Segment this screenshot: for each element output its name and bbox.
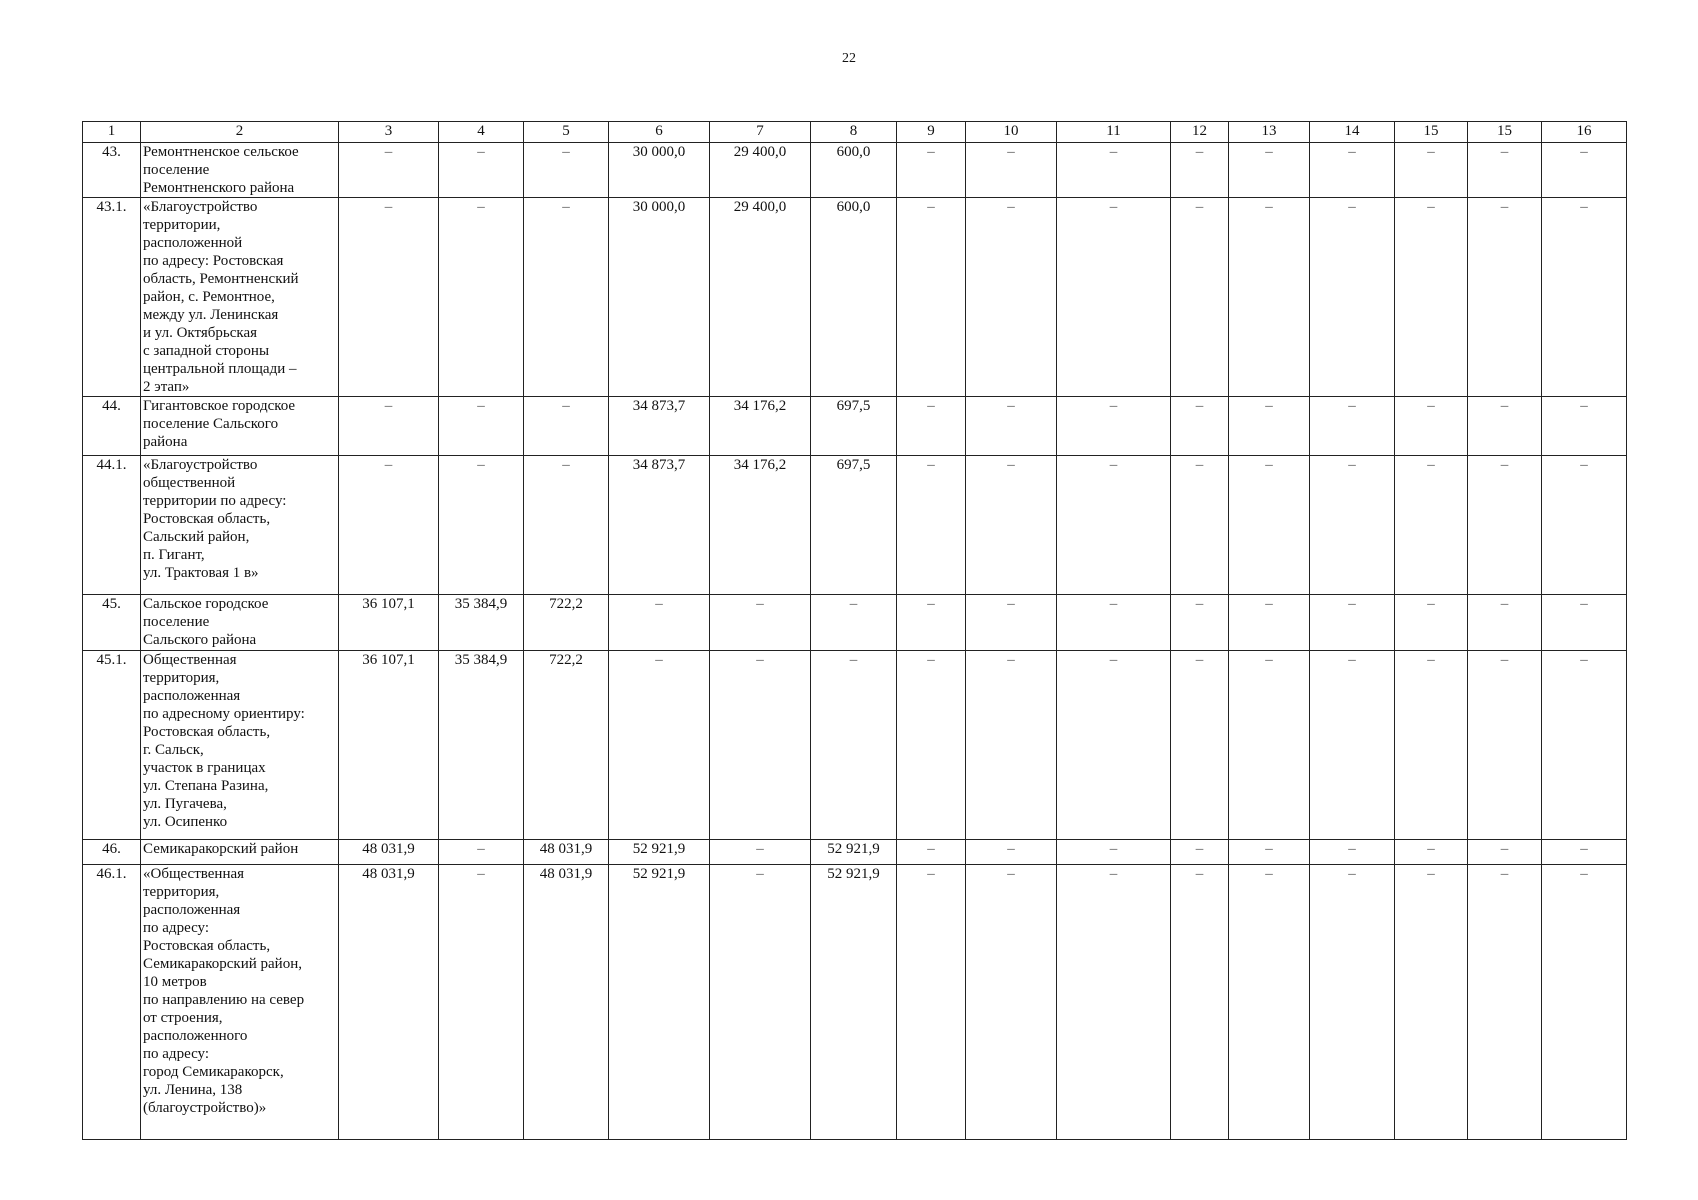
value-cell-col-6: 30 000,0 [609,143,710,198]
table-row [83,456,1627,595]
value-cell-col-16: – [1468,143,1542,198]
value-cell-col-16: – [1468,456,1542,595]
value-cell-col-14: – [1310,198,1395,397]
row-name-line: участок в границах [143,760,266,776]
row-number: 44.1. [83,456,141,595]
header-cell-13: 13 [1229,122,1310,143]
value-cell-col-17: – [1542,840,1627,865]
value-cell-col-5: 722,2 [524,651,609,840]
row-name [141,840,339,865]
value-cell-col-15: – [1395,840,1468,865]
header-cell-14: 14 [1310,122,1395,143]
value-cell-col-4: – [439,456,524,595]
value-cell-col-5: – [524,143,609,198]
value-cell-col-8: – [811,595,897,651]
row-name-line: «Общественная [143,866,245,882]
header-cell-1: 1 [83,122,141,143]
row-number: 45. [83,595,141,651]
row-name [141,595,339,651]
value-cell-col-17: – [1542,595,1627,651]
value-cell-col-3: – [339,397,439,456]
value-cell-col-9: – [897,865,966,1140]
value-cell-col-12: – [1171,143,1229,198]
value-cell-col-14: – [1310,143,1395,198]
value-cell-col-6: 52 921,9 [609,865,710,1140]
value-cell-col-6: 52 921,9 [609,840,710,865]
value-cell-col-14: – [1310,865,1395,1140]
value-cell-col-3: 48 031,9 [339,865,439,1140]
row-name-line: Ремонтненское сельское [143,144,299,160]
row-name-line: расположенного [143,1028,248,1044]
value-cell-col-6: 34 873,7 [609,397,710,456]
value-cell-col-6: – [609,651,710,840]
row-name-line: территория, [143,884,220,900]
value-cell-col-17: – [1542,456,1627,595]
value-cell-col-14: – [1310,456,1395,595]
value-cell-col-10: – [966,397,1057,456]
value-cell-col-16: – [1468,595,1542,651]
value-cell-col-3: – [339,198,439,397]
value-cell-col-8: 52 921,9 [811,840,897,865]
row-name-line: территория, [143,670,220,686]
value-cell-col-11: – [1057,840,1171,865]
row-name-line: область, Ремонтненский [143,271,299,287]
value-cell-col-9: – [897,651,966,840]
row-name-line: Ростовская область, [143,724,271,740]
value-cell-col-3: 36 107,1 [339,651,439,840]
row-name-line: «Благоустройство [143,457,258,473]
row-name-line: и ул. Октябрьская [143,325,258,341]
row-name-line: поселение Сальского [143,416,279,432]
value-cell-col-13: – [1229,865,1310,1140]
value-cell-col-7: – [710,595,811,651]
row-name-line: ул. Пугачева, [143,796,227,812]
table-row [83,595,1627,651]
row-name-line: территории, [143,217,221,233]
row-name-line: района [143,434,188,450]
value-cell-col-11: – [1057,865,1171,1140]
value-cell-col-15: – [1395,456,1468,595]
value-cell-col-10: – [966,456,1057,595]
row-name-line: поселение [143,614,210,630]
header-cell-9: 9 [897,122,966,143]
header-cell-5: 5 [524,122,609,143]
row-name-line: Общественная [143,652,237,668]
value-cell-col-13: – [1229,651,1310,840]
value-cell-col-4: – [439,198,524,397]
page-number: 22 [842,51,856,66]
row-name-line: 2 этап» [143,379,190,395]
value-cell-col-4: 35 384,9 [439,651,524,840]
row-name-line: по адресу: Ростовская [143,253,284,269]
value-cell-col-7: – [710,651,811,840]
value-cell-col-15: – [1395,397,1468,456]
row-name-line: расположенной [143,235,243,251]
value-cell-col-17: – [1542,651,1627,840]
value-cell-col-11: – [1057,143,1171,198]
value-cell-col-4: – [439,143,524,198]
header-cell-2: 2 [141,122,339,143]
row-name-line: территории по адресу: [143,493,287,509]
value-cell-col-12: – [1171,595,1229,651]
value-cell-col-10: – [966,865,1057,1140]
row-name-line: г. Сальск, [143,742,204,758]
value-cell-col-15: – [1395,143,1468,198]
value-cell-col-12: – [1171,840,1229,865]
value-cell-col-4: – [439,840,524,865]
value-cell-col-4: – [439,397,524,456]
value-cell-col-5: – [524,198,609,397]
value-cell-col-7: 34 176,2 [710,397,811,456]
value-cell-col-13: – [1229,198,1310,397]
row-name-line: город Семикаракорск, [143,1064,284,1080]
header-cell-17: 16 [1542,122,1627,143]
value-cell-col-6: – [609,595,710,651]
row-name-line: Семикаракорский район, [143,956,302,972]
value-cell-col-17: – [1542,143,1627,198]
table-row [83,198,1627,397]
value-cell-col-13: – [1229,397,1310,456]
value-cell-col-8: 697,5 [811,456,897,595]
row-name-line: с западной стороны [143,343,270,359]
value-cell-col-6: 30 000,0 [609,198,710,397]
value-cell-col-10: – [966,651,1057,840]
value-cell-col-12: – [1171,397,1229,456]
value-cell-col-17: – [1542,865,1627,1140]
value-cell-col-7: – [710,840,811,865]
row-name-line: «Благоустройство [143,199,258,215]
value-cell-col-4: 35 384,9 [439,595,524,651]
value-cell-col-8: 52 921,9 [811,865,897,1140]
row-name-line: ул. Осипенко [143,814,228,830]
row-name [141,198,339,397]
value-cell-col-12: – [1171,456,1229,595]
value-cell-col-16: – [1468,397,1542,456]
value-cell-col-14: – [1310,595,1395,651]
value-cell-col-14: – [1310,840,1395,865]
value-cell-col-12: – [1171,651,1229,840]
value-cell-col-3: 36 107,1 [339,595,439,651]
header-cell-8: 8 [811,122,897,143]
value-cell-col-10: – [966,595,1057,651]
table-row [83,865,1627,1140]
row-name [141,397,339,456]
value-cell-col-10: – [966,198,1057,397]
value-cell-col-16: – [1468,651,1542,840]
value-cell-col-11: – [1057,456,1171,595]
row-name-line: от строения, [143,1010,223,1026]
header-cell-7: 7 [710,122,811,143]
value-cell-col-10: – [966,143,1057,198]
header-cell-11: 11 [1057,122,1171,143]
value-cell-col-9: – [897,595,966,651]
row-number: 43.1. [83,198,141,397]
row-name-line: общественной [143,475,236,491]
header-cell-3: 3 [339,122,439,143]
row-name-line: Сальского района [143,632,257,648]
header-cell-16: 15 [1468,122,1542,143]
value-cell-col-15: – [1395,651,1468,840]
value-cell-col-7: – [710,865,811,1140]
row-name [141,651,339,840]
value-cell-col-5: 722,2 [524,595,609,651]
value-cell-col-5: – [524,456,609,595]
value-cell-col-16: – [1468,840,1542,865]
row-name [141,143,339,198]
row-name-line: ул. Трактовая 1 в» [143,565,259,581]
value-cell-col-8: 697,5 [811,397,897,456]
row-name-line: расположенная [143,902,241,918]
value-cell-col-9: – [897,143,966,198]
row-name-line: п. Гигант, [143,547,205,563]
row-name-line: по адресу: [143,1046,210,1062]
value-cell-col-13: – [1229,456,1310,595]
value-cell-col-7: 29 400,0 [710,143,811,198]
value-cell-col-15: – [1395,198,1468,397]
table-row [83,840,1627,865]
value-cell-col-3: 48 031,9 [339,840,439,865]
value-cell-col-17: – [1542,198,1627,397]
row-number: 44. [83,397,141,456]
table-row [83,651,1627,840]
row-name-line: (благоустройство)» [143,1100,267,1116]
row-name-line: Ростовская область, [143,511,271,527]
value-cell-col-6: 34 873,7 [609,456,710,595]
value-cell-col-9: – [897,198,966,397]
table-row [83,143,1627,198]
row-number: 46. [83,840,141,865]
value-cell-col-7: 34 176,2 [710,456,811,595]
value-cell-col-8: 600,0 [811,198,897,397]
value-cell-col-11: – [1057,651,1171,840]
row-name-line: Ремонтненского района [143,180,295,196]
header-cell-12: 12 [1171,122,1229,143]
value-cell-col-8: 600,0 [811,143,897,198]
value-cell-col-9: – [897,397,966,456]
row-name [141,456,339,595]
row-name-line: по адресу: [143,920,210,936]
header-cell-10: 10 [966,122,1057,143]
row-name-line: между ул. Ленинская [143,307,279,323]
row-name [141,865,339,1140]
value-cell-col-12: – [1171,198,1229,397]
row-name-line: по направлению на север [143,992,305,1008]
value-cell-col-11: – [1057,198,1171,397]
header-cell-4: 4 [439,122,524,143]
row-name-line: поселение [143,162,210,178]
row-name-line: 10 метров [143,974,207,990]
value-cell-col-10: – [966,840,1057,865]
row-name-line: центральной площади – [143,361,297,377]
row-name-line: Сальский район, [143,529,250,545]
row-number: 45.1. [83,651,141,840]
value-cell-col-16: – [1468,865,1542,1140]
row-name-line: Сальское городское [143,596,269,612]
value-cell-col-5: 48 031,9 [524,840,609,865]
value-cell-col-3: – [339,456,439,595]
row-name-line: Ростовская область, [143,938,271,954]
value-cell-col-14: – [1310,651,1395,840]
row-name-line: район, с. Ремонтное, [143,289,275,305]
value-cell-col-5: 48 031,9 [524,865,609,1140]
row-name-line: Семикаракорский район [143,841,299,857]
value-cell-col-13: – [1229,143,1310,198]
row-number: 43. [83,143,141,198]
value-cell-col-12: – [1171,865,1229,1140]
table-row [83,397,1627,456]
budget-table [82,121,1627,1140]
value-cell-col-5: – [524,397,609,456]
value-cell-col-4: – [439,865,524,1140]
value-cell-col-13: – [1229,595,1310,651]
header-cell-6: 6 [609,122,710,143]
value-cell-col-17: – [1542,397,1627,456]
value-cell-col-9: – [897,840,966,865]
value-cell-col-16: – [1468,198,1542,397]
value-cell-col-9: – [897,456,966,595]
row-name-line: расположенная [143,688,241,704]
header-cell-15: 15 [1395,122,1468,143]
row-number: 46.1. [83,865,141,1140]
value-cell-col-14: – [1310,397,1395,456]
value-cell-col-11: – [1057,397,1171,456]
value-cell-col-15: – [1395,595,1468,651]
value-cell-col-7: 29 400,0 [710,198,811,397]
row-name-line: ул. Степана Разина, [143,778,269,794]
value-cell-col-13: – [1229,840,1310,865]
value-cell-col-11: – [1057,595,1171,651]
row-name-line: ул. Ленина, 138 [143,1082,243,1098]
row-name-line: по адресному ориентиру: [143,706,305,722]
header-row [83,122,1627,143]
value-cell-col-3: – [339,143,439,198]
row-name-line: Гигантовское городское [143,398,296,414]
value-cell-col-15: – [1395,865,1468,1140]
value-cell-col-8: – [811,651,897,840]
